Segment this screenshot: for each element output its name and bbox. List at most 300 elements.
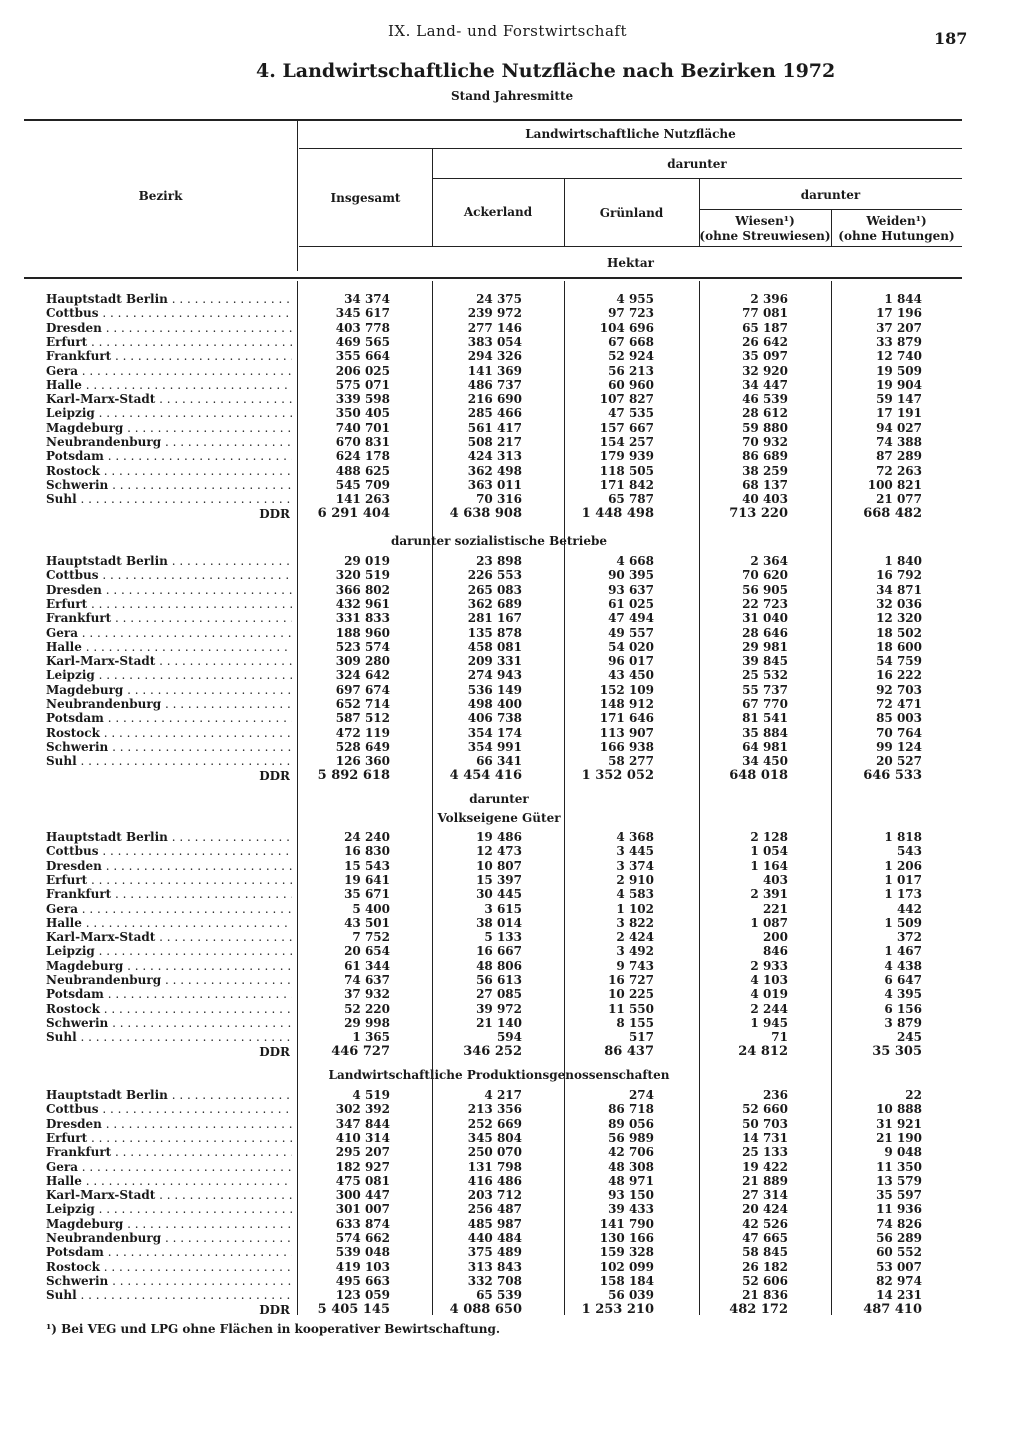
gruenland-value: 4 583 [616, 887, 654, 902]
ackerland-value: 39 972 [476, 1001, 522, 1016]
table-row [0, 1174, 1024, 1188]
ackerland-value: 19 486 [476, 830, 522, 844]
bezirk-name: Erfurt . . . [46, 873, 292, 887]
weiden-value: 6 156 [884, 1001, 922, 1016]
wiesen-value: 200 [762, 930, 788, 945]
table-row [0, 292, 1024, 306]
bezirk-name: Schwerin . . . [46, 478, 292, 492]
page-number: 187 [934, 29, 968, 48]
insgesamt-value: 345 617 [335, 306, 390, 321]
insgesamt-value: 43 501 [344, 915, 390, 930]
table-row [0, 697, 1024, 711]
ackerland-value: 375 489 [467, 1245, 522, 1260]
ackerland-value: 66 341 [476, 754, 522, 769]
insgesamt-value: 539 048 [335, 1245, 390, 1260]
ackerland-value: 594 [496, 1030, 522, 1045]
wiesen-value: 1 054 [750, 844, 788, 859]
gruenland-value: 159 328 [599, 1245, 654, 1260]
weiden-value: 12 740 [876, 349, 922, 364]
gruenland-value: 171 646 [599, 711, 654, 726]
weiden-value: 4 438 [884, 958, 922, 973]
gruenland-value: 113 907 [599, 725, 654, 740]
header-rule-darunter1 [432, 178, 962, 179]
ackerland-value: 274 943 [467, 668, 522, 683]
wiesen-value: 29 981 [742, 639, 788, 654]
gruenland-value: 517 [628, 1030, 654, 1045]
weiden-value: 53 007 [876, 1259, 922, 1274]
ackerland-value: 265 083 [467, 582, 522, 597]
insgesamt-value: 302 392 [335, 1102, 390, 1117]
table-row [0, 1131, 1024, 1145]
bezirk-name: Gera . . . [46, 364, 292, 378]
insgesamt-value: 61 344 [344, 958, 390, 973]
gruenland-value: 93 637 [608, 582, 654, 597]
header-bezirk: Bezirk [138, 189, 183, 203]
weiden-value: 34 871 [876, 582, 922, 597]
gruenland-value: 171 842 [599, 477, 654, 492]
insgesamt-value: 52 220 [344, 1001, 390, 1016]
ackerland-value: 4 088 650 [449, 1301, 522, 1317]
table-row [0, 1117, 1024, 1131]
weiden-value: 35 305 [872, 1043, 922, 1059]
header-bottom-rule [24, 277, 962, 279]
bezirk-name: Dresden . . . [46, 1117, 292, 1131]
weiden-value: 56 289 [876, 1231, 922, 1245]
header-unit: Hektar [607, 256, 654, 270]
bezirk-name: Potsdam . . . [46, 1245, 292, 1259]
gruenland-value: 86 718 [608, 1102, 654, 1117]
table-row [0, 668, 1024, 682]
weiden-value: 20 527 [876, 754, 922, 769]
gruenland-value: 67 668 [608, 334, 654, 349]
weiden-value: 487 410 [863, 1301, 922, 1317]
bezirk-name: Cottbus . . . [46, 1102, 292, 1116]
weiden-value: 17 191 [876, 406, 922, 421]
header-wiesen-line1: Wiesen¹) [735, 214, 795, 228]
weiden-value: 21 077 [876, 492, 922, 507]
bezirk-name: Dresden . . . [46, 321, 292, 335]
table-row [0, 711, 1024, 725]
insgesamt-value: 16 830 [344, 844, 390, 859]
weiden-value: 33 879 [876, 334, 922, 349]
ackerland-value: 561 417 [467, 420, 522, 435]
insgesamt-value: 331 833 [335, 611, 390, 626]
gruenland-value: 42 706 [608, 1145, 654, 1160]
insgesamt-value: 350 405 [335, 406, 390, 421]
table-row [0, 492, 1024, 506]
weiden-value: 16 222 [876, 668, 922, 683]
table-row [0, 1030, 1024, 1044]
wiesen-value: 35 097 [742, 349, 788, 364]
weiden-value: 4 395 [884, 987, 922, 1002]
insgesamt-value: 5 892 618 [317, 767, 390, 783]
insgesamt-value: 5 400 [352, 901, 390, 916]
weiden-value: 9 048 [884, 1145, 922, 1160]
wiesen-value: 32 920 [742, 363, 788, 378]
ackerland-value: 252 669 [467, 1116, 522, 1131]
gruenland-value: 158 184 [599, 1273, 654, 1288]
weiden-value: 18 600 [876, 639, 922, 654]
insgesamt-value: 188 960 [335, 625, 390, 640]
ackerland-value: 346 252 [463, 1043, 522, 1059]
total-label: DDR [259, 506, 290, 521]
gruenland-value: 1 102 [616, 901, 654, 916]
insgesamt-value: 301 007 [335, 1202, 390, 1217]
section-label-veg: Volkseigene Güter [437, 811, 561, 825]
header-gruenland: Grünland [599, 206, 664, 220]
bezirk-name: Potsdam . . . [46, 711, 292, 725]
table-row [0, 902, 1024, 916]
ackerland-value: 10 807 [476, 858, 522, 873]
gruenland-value: 52 924 [608, 349, 654, 364]
gruenland-value: 65 787 [608, 492, 654, 507]
gruenland-value: 148 912 [599, 697, 654, 711]
table-row [0, 583, 1024, 597]
weiden-value: 6 647 [884, 973, 922, 987]
weiden-value: 21 190 [876, 1130, 922, 1145]
wiesen-value: 35 884 [742, 725, 788, 740]
weiden-value: 35 597 [876, 1188, 922, 1203]
table-total-row [0, 769, 1024, 783]
insgesamt-value: 126 360 [335, 754, 390, 769]
table-row [0, 1202, 1024, 1216]
wiesen-value: 39 845 [742, 654, 788, 669]
gruenland-value: 8 155 [616, 1015, 654, 1030]
insgesamt-value: 19 641 [344, 872, 390, 887]
weiden-value: 94 027 [876, 420, 922, 435]
wiesen-value: 50 703 [742, 1116, 788, 1131]
bezirk-name: Erfurt . . . [46, 335, 292, 349]
insgesamt-value: 670 831 [335, 435, 390, 449]
weiden-value: 31 921 [876, 1116, 922, 1131]
table-row [0, 478, 1024, 492]
insgesamt-value: 366 802 [335, 582, 390, 597]
wiesen-value: 34 450 [742, 754, 788, 769]
weiden-value: 17 196 [876, 306, 922, 321]
weiden-value: 99 124 [876, 739, 922, 754]
wiesen-value: 77 081 [742, 306, 788, 321]
wiesen-value: 25 133 [742, 1145, 788, 1160]
insgesamt-value: 309 280 [335, 654, 390, 669]
table-row [0, 611, 1024, 625]
section-label-lpg: Landwirtschaftliche Produktionsgenossenschaften [328, 1068, 670, 1082]
insgesamt-value: 697 674 [335, 682, 390, 697]
table-row [0, 944, 1024, 958]
gruenland-value: 97 723 [608, 306, 654, 321]
bezirk-name: Cottbus . . . [46, 568, 292, 582]
gruenland-value: 93 150 [608, 1188, 654, 1203]
table-row [0, 1288, 1024, 1302]
header-group: Landwirtschaftliche Nutzfläche [525, 127, 736, 141]
gruenland-value: 56 039 [608, 1288, 654, 1303]
table-row [0, 859, 1024, 873]
wiesen-value: 56 905 [742, 582, 788, 597]
ackerland-value: 3 615 [484, 901, 522, 916]
table-row [0, 321, 1024, 335]
ackerland-value: 213 356 [467, 1102, 522, 1117]
ackerland-value: 294 326 [467, 349, 522, 364]
insgesamt-value: 587 512 [335, 711, 390, 726]
header-weiden-line1: Weiden¹) [866, 214, 927, 228]
header-rule-unit [299, 246, 962, 247]
insgesamt-value: 339 598 [335, 392, 390, 407]
weiden-value: 543 [896, 844, 922, 859]
weiden-value: 74 388 [876, 435, 922, 449]
wiesen-value: 38 259 [742, 463, 788, 478]
gruenland-value: 9 743 [616, 958, 654, 973]
wiesen-value: 65 187 [742, 320, 788, 335]
table-row [0, 930, 1024, 944]
bezirk-name: Halle . . . [46, 640, 292, 654]
table-total-row [0, 1303, 1024, 1317]
gruenland-value: 90 395 [608, 568, 654, 583]
insgesamt-value: 475 081 [335, 1173, 390, 1188]
table-row [0, 844, 1024, 858]
wiesen-value: 1 087 [750, 915, 788, 930]
weiden-value: 372 [896, 930, 922, 945]
table-row [0, 464, 1024, 478]
gruenland-value: 96 017 [608, 654, 654, 669]
bezirk-name: Cottbus . . . [46, 844, 292, 858]
insgesamt-value: 5 405 145 [317, 1301, 390, 1317]
table-row [0, 335, 1024, 349]
ackerland-value: 508 217 [467, 435, 522, 449]
table-subtitle: Stand Jahresmitte [451, 89, 574, 103]
wiesen-value: 236 [762, 1088, 788, 1102]
weiden-value: 100 821 [867, 477, 922, 492]
total-label: DDR [259, 768, 290, 783]
weiden-value: 18 502 [876, 625, 922, 640]
wiesen-value: 52 660 [742, 1102, 788, 1117]
wiesen-value: 86 689 [742, 449, 788, 464]
bezirk-name: Neubrandenburg . . . [46, 435, 292, 449]
insgesamt-value: 182 927 [335, 1159, 390, 1174]
gruenland-value: 47 535 [608, 406, 654, 421]
insgesamt-value: 24 240 [344, 830, 390, 844]
insgesamt-value: 347 844 [335, 1116, 390, 1131]
gruenland-value: 48 971 [608, 1173, 654, 1188]
gruenland-value: 141 790 [599, 1216, 654, 1231]
bezirk-name: Hauptstadt Berlin . . . [46, 830, 292, 844]
gruenland-value: 3 374 [616, 858, 654, 873]
weiden-value: 1 818 [884, 830, 922, 844]
insgesamt-value: 141 263 [335, 492, 390, 507]
gruenland-value: 56 989 [608, 1130, 654, 1145]
header-darunter2: darunter [800, 188, 861, 202]
insgesamt-value: 123 059 [335, 1288, 390, 1303]
ackerland-value: 486 737 [467, 377, 522, 392]
table-row [0, 654, 1024, 668]
weiden-value: 668 482 [863, 505, 922, 521]
wiesen-value: 14 731 [742, 1130, 788, 1145]
bezirk-name: Neubrandenburg . . . [46, 697, 292, 711]
weiden-value: 1 173 [884, 887, 922, 902]
ackerland-value: 406 738 [467, 711, 522, 726]
bezirk-name: Rostock . . . [46, 1260, 292, 1274]
insgesamt-value: 34 374 [344, 292, 390, 306]
wiesen-value: 26 642 [742, 334, 788, 349]
gruenland-value: 3 492 [616, 944, 654, 959]
ackerland-value: 354 991 [467, 739, 522, 754]
table-row [0, 364, 1024, 378]
gruenland-value: 104 696 [599, 320, 654, 335]
bezirk-name: Schwerin . . . [46, 1016, 292, 1030]
chapter-header: IX. Land- und Forstwirtschaft [388, 22, 627, 40]
insgesamt-value: 29 998 [344, 1015, 390, 1030]
header-top-rule [24, 119, 962, 121]
bezirk-name: Leipzig . . . [46, 1202, 292, 1216]
wiesen-value: 58 845 [742, 1245, 788, 1260]
weiden-value: 19 904 [876, 377, 922, 392]
bezirk-name: Frankfurt . . . [46, 1145, 292, 1159]
wiesen-value: 59 880 [742, 420, 788, 435]
table-row [0, 754, 1024, 768]
wiesen-value: 846 [762, 944, 788, 959]
ackerland-value: 277 146 [467, 320, 522, 335]
weiden-value: 1 206 [884, 858, 922, 873]
weiden-value: 85 003 [876, 711, 922, 726]
ackerland-value: 15 397 [476, 872, 522, 887]
weiden-value: 10 888 [876, 1102, 922, 1117]
gruenland-value: 274 [628, 1088, 654, 1102]
bezirk-name: Cottbus . . . [46, 306, 292, 320]
insgesamt-value: 324 642 [335, 668, 390, 683]
gruenland-value: 1 448 498 [581, 505, 654, 521]
wiesen-value: 71 [771, 1030, 788, 1045]
footnote: ¹) Bei VEG und LPG ohne Flächen in kooperativer Bewirtschaftung. [46, 1322, 501, 1336]
bezirk-name: Potsdam . . . [46, 987, 292, 1001]
header-wiesen [699, 214, 831, 244]
bezirk-name: Suhl . . . [46, 754, 292, 768]
bezirk-name: Dresden . . . [46, 859, 292, 873]
gruenland-value: 4 955 [616, 292, 654, 306]
table-row [0, 873, 1024, 887]
ackerland-value: 209 331 [467, 654, 522, 669]
bezirk-name: Karl-Marx-Stadt . . . [46, 392, 292, 406]
insgesamt-value: 633 874 [335, 1216, 390, 1231]
weiden-value: 59 147 [876, 392, 922, 407]
gruenland-value: 11 550 [608, 1001, 654, 1016]
insgesamt-value: 35 671 [344, 887, 390, 902]
table-title: 4. Landwirtschaftliche Nutzfläche nach Bezirken 1972 [256, 60, 836, 82]
bezirk-name: Neubrandenburg . . . [46, 973, 292, 987]
gruenland-value: 1 352 052 [581, 767, 654, 783]
ackerland-value: 458 081 [467, 639, 522, 654]
ackerland-value: 256 487 [467, 1202, 522, 1217]
bezirk-name: Hauptstadt Berlin . . . [46, 554, 292, 568]
insgesamt-value: 574 662 [335, 1231, 390, 1245]
section-label-sozialistische: darunter sozialistische Betriebe [391, 534, 607, 548]
ackerland-value: 30 445 [476, 887, 522, 902]
table-row [0, 740, 1024, 754]
table-total-row [0, 1045, 1024, 1059]
bezirk-name: Magdeburg . . . [46, 421, 292, 435]
insgesamt-value: 206 025 [335, 363, 390, 378]
weiden-value: 1 017 [884, 872, 922, 887]
bezirk-name: Hauptstadt Berlin . . . [46, 292, 292, 306]
insgesamt-value: 652 714 [335, 697, 390, 711]
gruenland-value: 154 257 [599, 435, 654, 449]
table-row [0, 1188, 1024, 1202]
wiesen-value: 55 737 [742, 682, 788, 697]
table-row [0, 1016, 1024, 1030]
weiden-value: 11 936 [876, 1202, 922, 1217]
header-rule-group [299, 148, 962, 149]
ackerland-value: 485 987 [467, 1216, 522, 1231]
wiesen-value: 31 040 [742, 611, 788, 626]
weiden-value: 87 289 [876, 449, 922, 464]
wiesen-value: 28 646 [742, 625, 788, 640]
bezirk-name: Karl-Marx-Stadt . . . [46, 930, 292, 944]
insgesamt-value: 432 961 [335, 596, 390, 611]
bezirk-name: Schwerin . . . [46, 740, 292, 754]
insgesamt-value: 1 365 [352, 1030, 390, 1045]
ackerland-value: 416 486 [467, 1173, 522, 1188]
weiden-value: 54 759 [876, 654, 922, 669]
insgesamt-value: 355 664 [335, 349, 390, 364]
table-row [0, 1217, 1024, 1231]
ackerland-value: 48 806 [476, 958, 522, 973]
gruenland-value: 39 433 [608, 1202, 654, 1217]
bezirk-name: Erfurt . . . [46, 597, 292, 611]
wiesen-value: 21 836 [742, 1288, 788, 1303]
ackerland-value: 135 878 [467, 625, 522, 640]
wiesen-value: 64 981 [742, 739, 788, 754]
bezirk-name: Leipzig . . . [46, 668, 292, 682]
weiden-value: 16 792 [876, 568, 922, 583]
wiesen-value: 21 889 [742, 1173, 788, 1188]
bezirk-name: Leipzig . . . [46, 406, 292, 420]
gruenland-value: 10 225 [608, 987, 654, 1002]
table-row [0, 1160, 1024, 1174]
table-row [0, 887, 1024, 901]
wiesen-value: 2 244 [750, 1001, 788, 1016]
gruenland-value: 130 166 [599, 1231, 654, 1245]
ackerland-value: 16 667 [476, 944, 522, 959]
wiesen-value: 2 391 [750, 887, 788, 902]
ackerland-value: 239 972 [467, 306, 522, 321]
wiesen-value: 40 403 [742, 492, 788, 507]
ackerland-value: 65 539 [476, 1288, 522, 1303]
wiesen-value: 648 018 [729, 767, 788, 783]
weiden-value: 13 579 [876, 1173, 922, 1188]
ackerland-value: 354 174 [467, 725, 522, 740]
insgesamt-value: 472 119 [335, 725, 390, 740]
weiden-value: 1 840 [884, 554, 922, 568]
table-row [0, 830, 1024, 844]
weiden-value: 72 471 [876, 697, 922, 711]
table-row [0, 435, 1024, 449]
weiden-value: 72 263 [876, 463, 922, 478]
section-label-darunter: darunter [469, 792, 529, 806]
table-row [0, 1088, 1024, 1102]
weiden-value: 74 826 [876, 1216, 922, 1231]
ackerland-value: 216 690 [467, 392, 522, 407]
table-row [0, 1102, 1024, 1116]
ackerland-value: 203 712 [467, 1188, 522, 1203]
wiesen-value: 42 526 [742, 1216, 788, 1231]
wiesen-value: 713 220 [729, 505, 788, 521]
table-row [0, 554, 1024, 568]
gruenland-value: 4 368 [616, 830, 654, 844]
header-insgesamt: Insgesamt [330, 191, 401, 205]
bezirk-name: Frankfurt . . . [46, 887, 292, 901]
insgesamt-value: 545 709 [335, 477, 390, 492]
insgesamt-value: 295 207 [335, 1145, 390, 1160]
insgesamt-value: 15 543 [344, 858, 390, 873]
weiden-value: 82 974 [876, 1273, 922, 1288]
bezirk-name: Halle . . . [46, 1174, 292, 1188]
